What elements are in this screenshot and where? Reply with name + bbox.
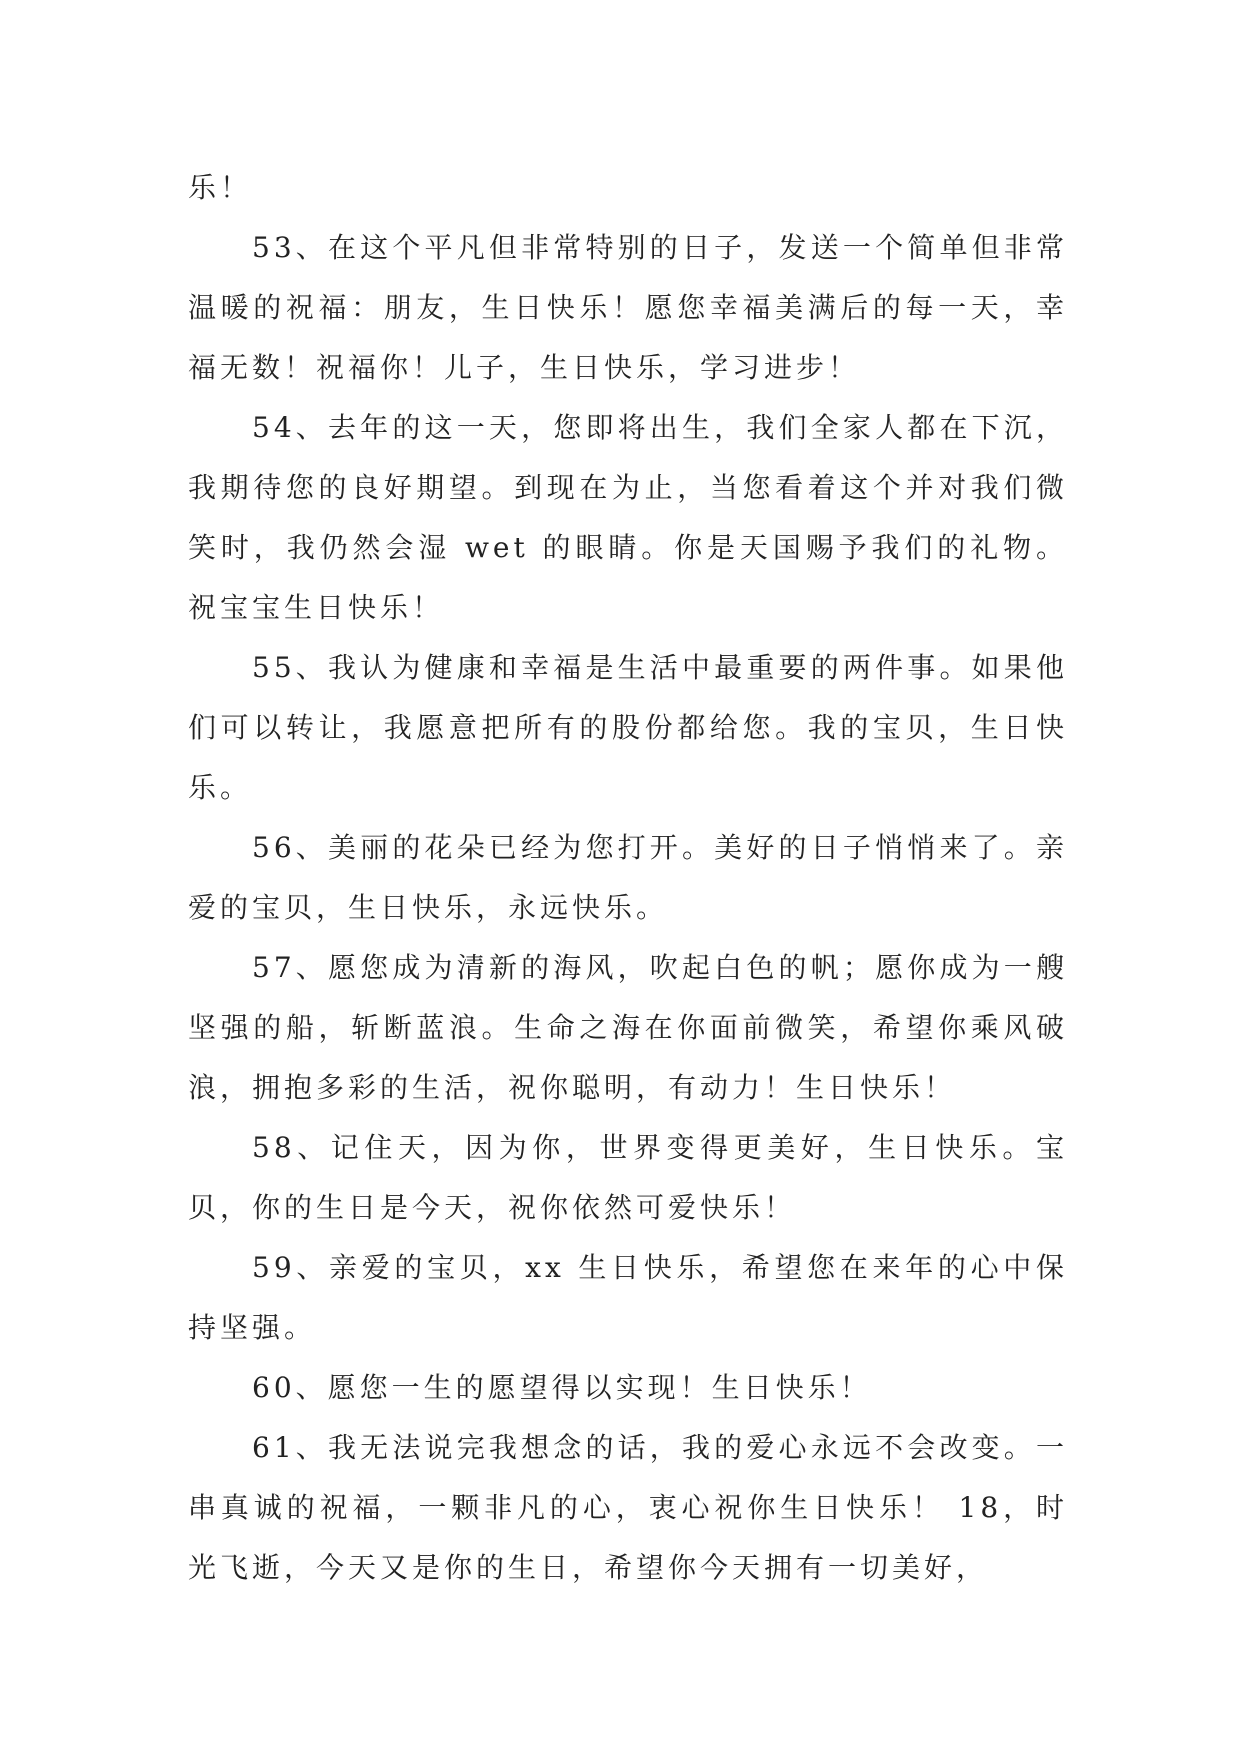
paragraph-61: 61、我无法说完我想念的话，我的爱心永远不会改变。一串真诚的祝福，一颗非凡的心，衷心祝你生日快乐！ 18，时光飞逝，今天又是你的生日，希望你今天拥有一切美好， <box>188 1431 1068 1584</box>
paragraph-59: 59、亲爱的宝贝，xx 生日快乐，希望您在来年的心中保持坚强。 <box>188 1251 1068 1344</box>
paragraph-57: 57、愿您成为清新的海风，吹起白色的帆；愿你成为一艘坚强的船，斩断蓝浪。生命之海在你面前微笑，希望你乘风破浪，拥抱多彩的生活，祝你聪明，有动力！生日快乐！ <box>188 951 1068 1104</box>
paragraph-continuation: 乐！ <box>188 171 253 204</box>
paragraph-60: 60、愿您一生的愿望得以实现！生日快乐！ <box>252 1371 872 1404</box>
paragraph-56: 56、美丽的花朵已经为您打开。美好的日子悄悄来了。亲爱的宝贝，生日快乐，永远快乐。 <box>188 831 1068 924</box>
paragraph-53: 53、在这个平凡但非常特别的日子，发送一个简单但非常温暖的祝福：朋友，生日快乐！愿您幸福美满后的每一天，幸福无数！祝福你！儿子，生日快乐，学习进步！ <box>188 231 1068 384</box>
paragraph-58: 58、记住天，因为你，世界变得更美好，生日快乐。宝贝，你的生日是今天，祝你依然可爱快乐！ <box>188 1131 1068 1224</box>
paragraph-55: 55、我认为健康和幸福是生活中最重要的两件事。如果他们可以转让，我愿意把所有的股份都给您。我的宝贝，生日快乐。 <box>188 651 1068 804</box>
document-body <box>188 158 1068 1598</box>
paragraph-54: 54、去年的这一天，您即将出生，我们全家人都在下沉，我期待您的良好期望。到现在为止，当您看着这个并对我们微笑时，我仍然会湿 wet 的眼睛。你是天国赐予我们的礼物。祝宝宝生日快乐！ <box>188 411 1068 624</box>
